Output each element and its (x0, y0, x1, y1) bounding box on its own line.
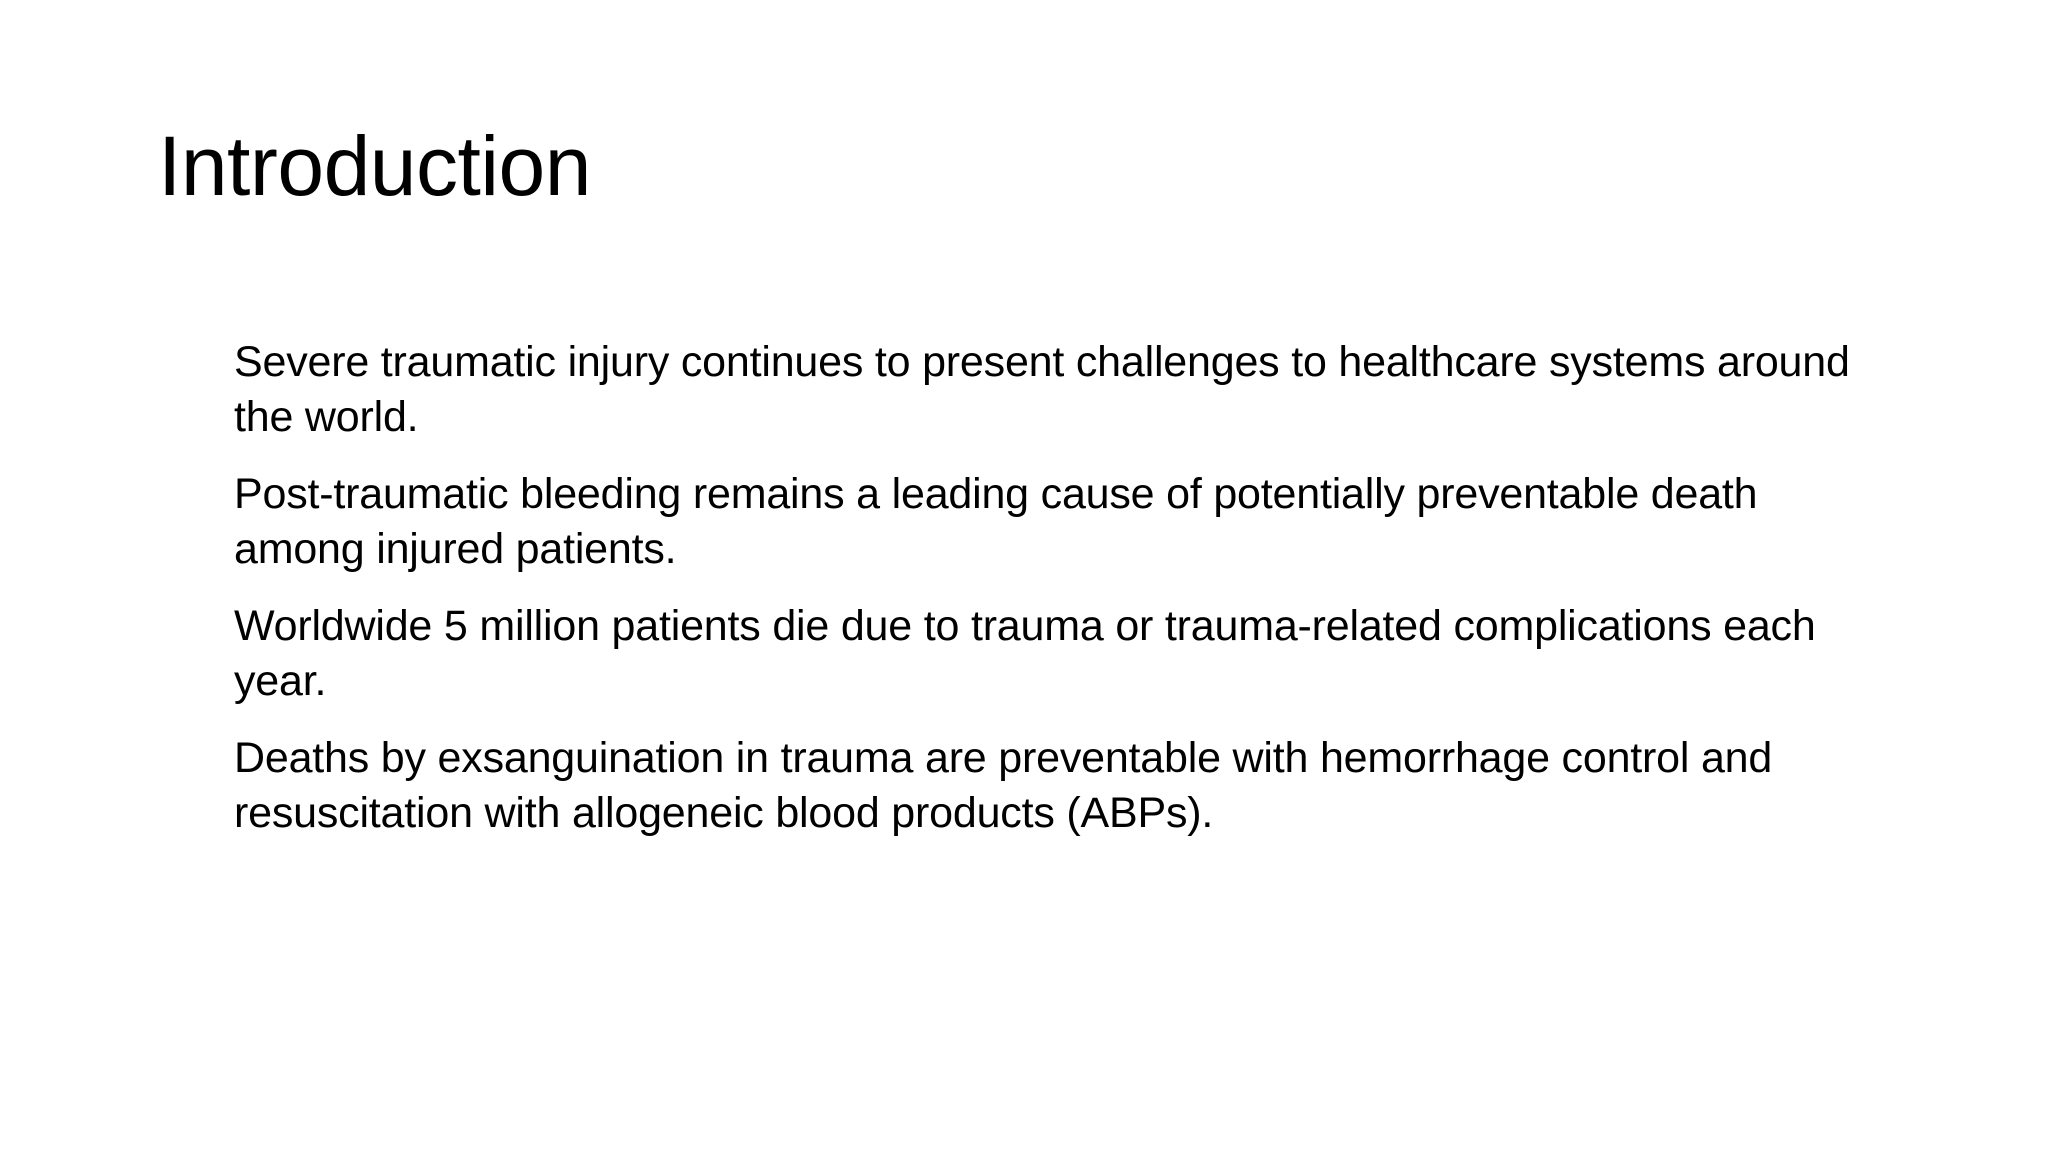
bullet-item: Post-traumatic bleeding remains a leading cause of potentially preventable death among injured patients. (234, 470, 1758, 573)
bullet-item: Severe traumatic injury continues to present challenges to healthcare systems around the world. (234, 338, 1850, 441)
slide-title: Introduction (158, 119, 591, 213)
bullet-item: Worldwide 5 million patients die due to trauma or trauma-related complications each year. (234, 602, 1816, 705)
bullet-item: Deaths by exsanguination in trauma are preventable with hemorrhage control and resuscitation with allogeneic blood products (ABPs). (234, 734, 1773, 837)
bullet-list (234, 335, 1874, 863)
